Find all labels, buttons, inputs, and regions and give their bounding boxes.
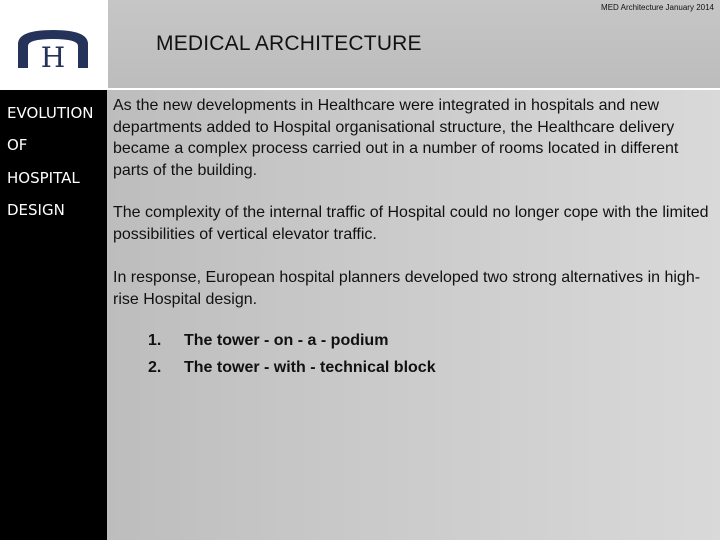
numbered-list [148,332,436,386]
logo-letter: H [40,41,66,70]
sidebar-label: OF [7,136,28,154]
page-title: MEDICAL ARCHITECTURE [156,32,422,55]
hospital-logo-icon [14,26,92,70]
paragraph: The complexity of the internal traffic of Hospital could no longer cope with the limited possibilities of vertical elevator traffic. [113,204,709,243]
list-item [148,332,436,359]
sidebar-label: EVOLUTION [7,104,94,122]
sidebar [0,90,107,540]
logo-box [0,0,107,90]
sidebar-label: HOSPITAL [7,169,80,187]
list-number: 2. [148,359,162,376]
list-text: The tower - on - a - podium [184,332,389,349]
list-item [148,359,436,386]
sidebar-label: DESIGN [7,201,65,219]
paragraph: As the new developments in Healthcare were integrated in hospitals and new departments added to Hospital organisational structure, the Healthcare delivery became a complex process carried out in a number of rooms located in different parts of the building. [113,97,679,179]
header-note: MED Architecture January 2014 [601,3,714,12]
list-text: The tower - with - technical block [184,359,436,376]
paragraph: In response, European hospital planners developed two strong alternatives in high-rise Hospital design. [113,269,701,308]
list-number: 1. [148,332,162,349]
